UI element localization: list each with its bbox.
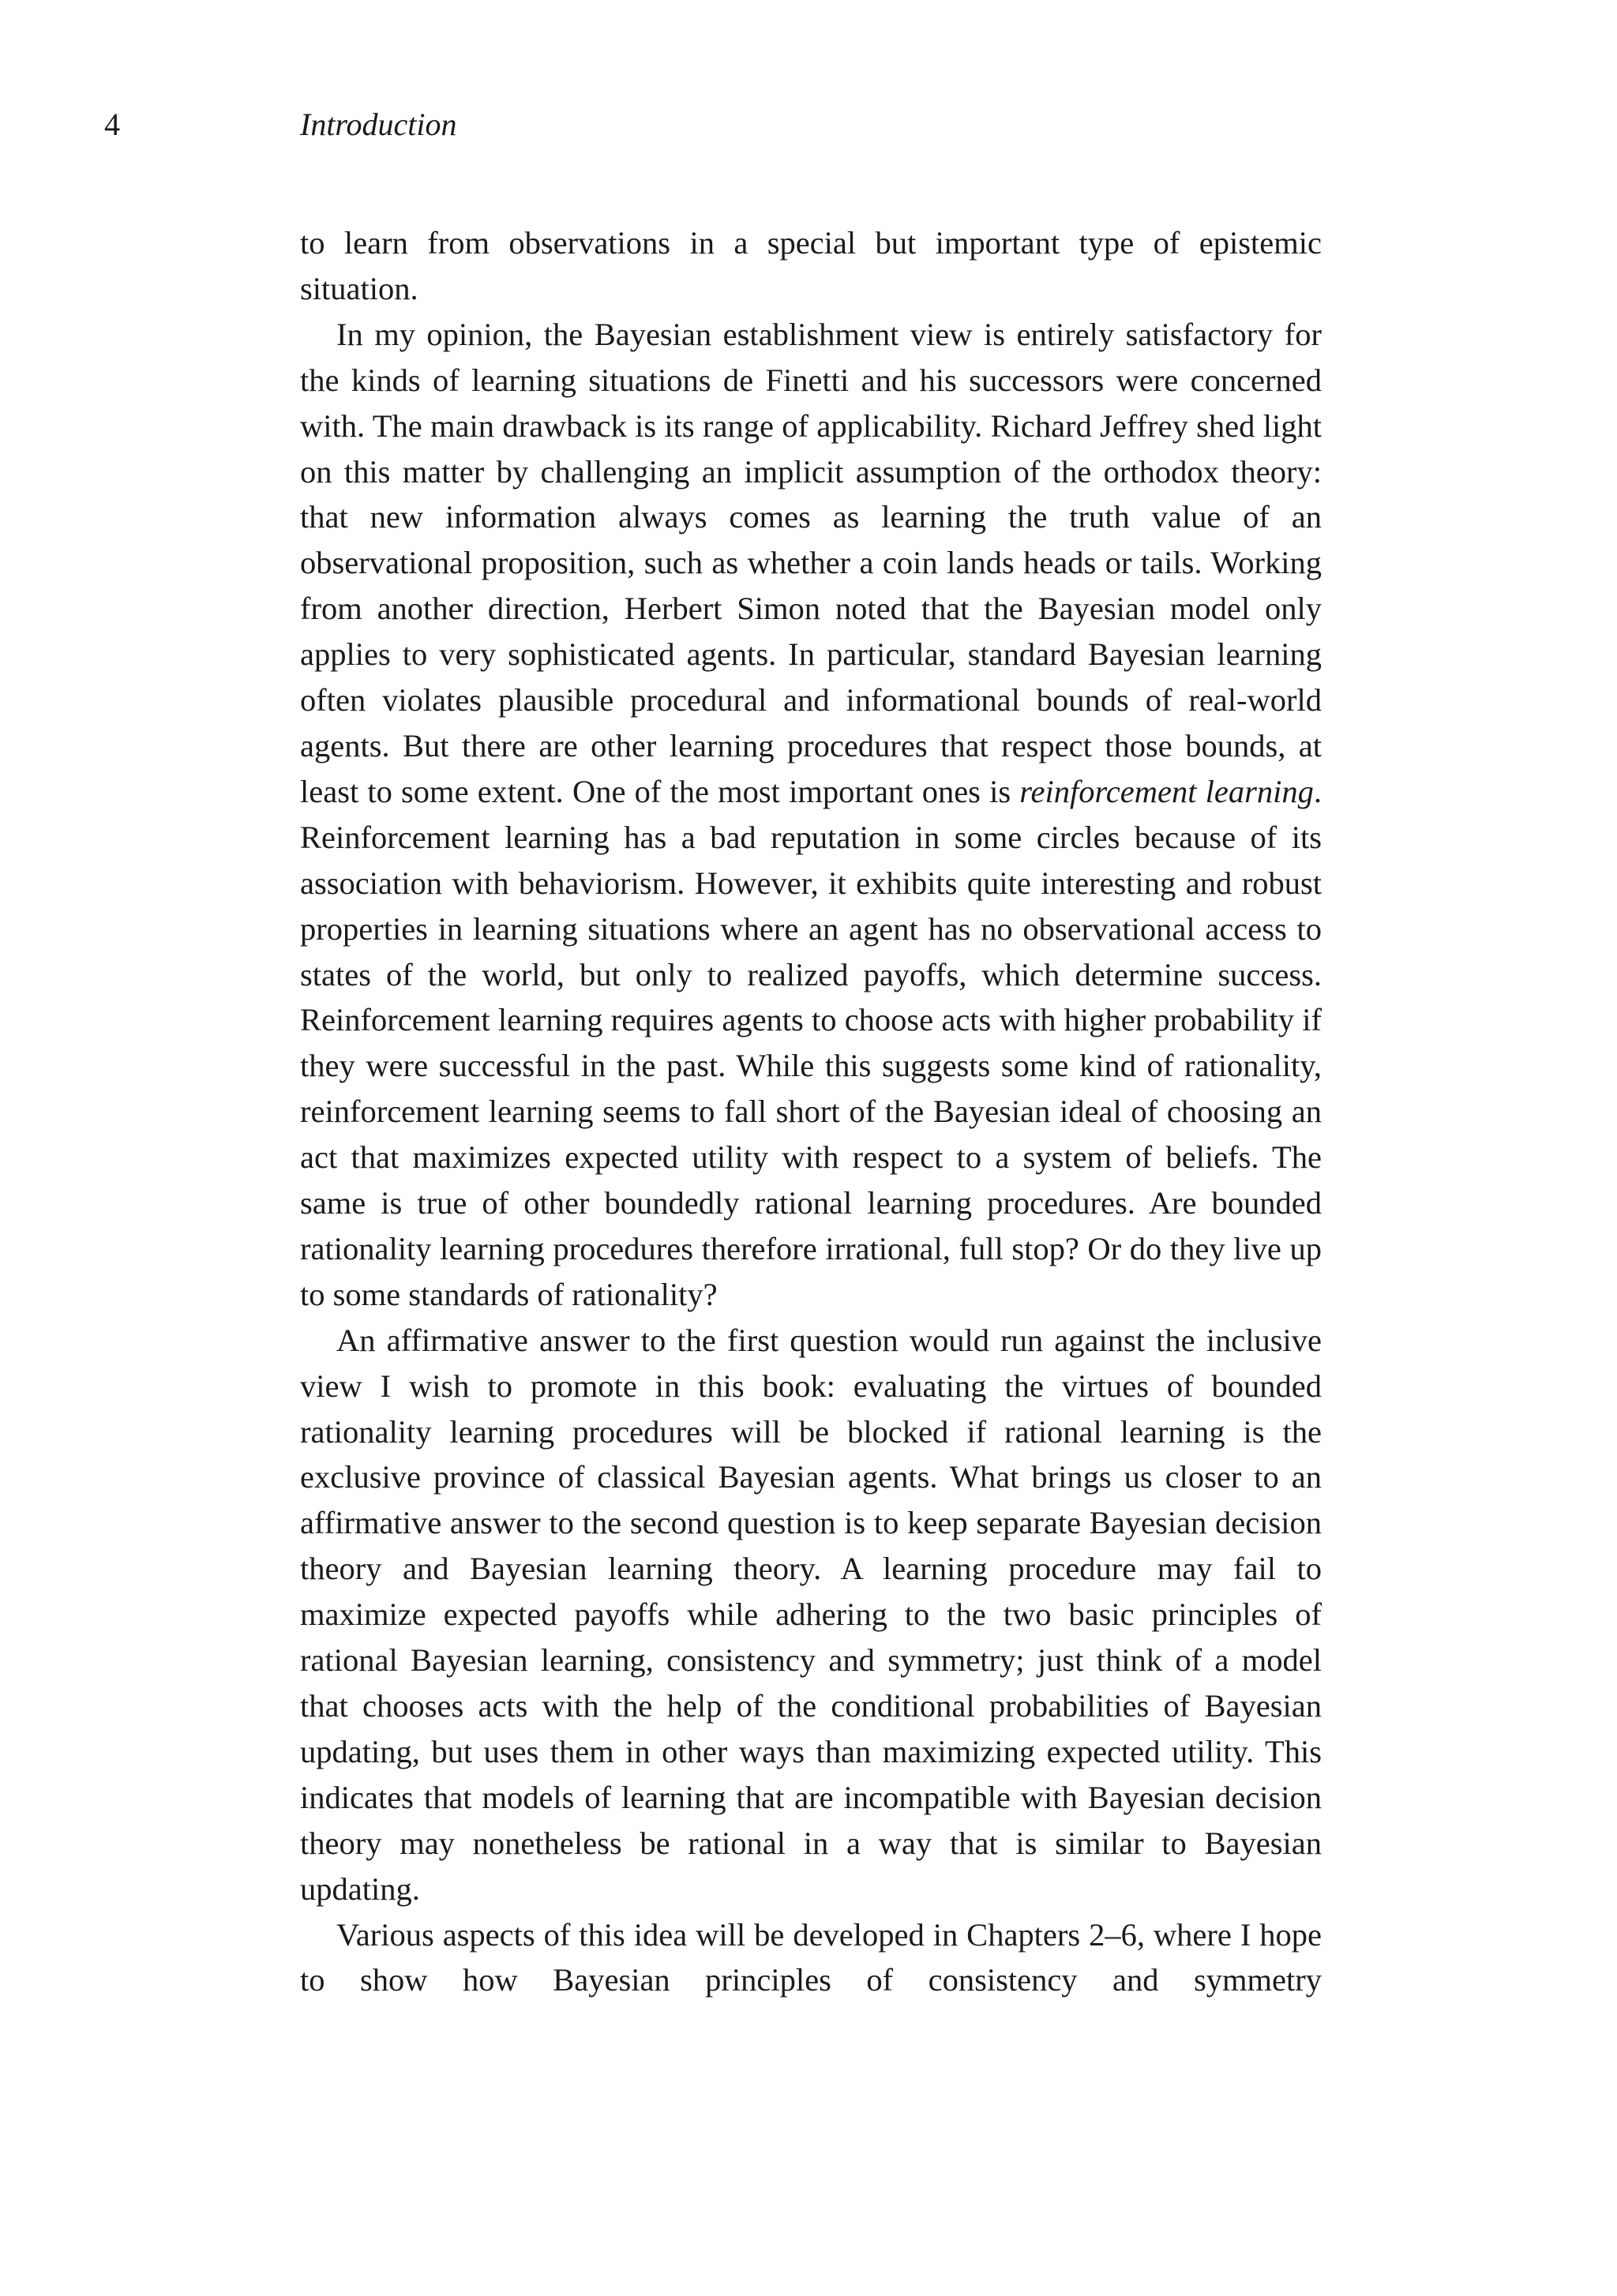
body-text xyxy=(300,220,1322,2003)
emphasized-term: reinforcement learning xyxy=(1019,773,1314,809)
running-head xyxy=(0,101,1617,148)
paragraph-affirmative-answer: An affirmative answer to the first question would run against the inclusive view I wish to promote in this book: evaluating the virtues of bounded rationality learning procedures will be blocked if rational learning is the exclusive province of classical Bayesian agents. What brings us closer to an affirmative answer to the second question is to keep separate Bayesian decision theory and Bayesian learning theory. A learning procedure may fail to maximize expected payoffs while adhering to the two basic principles of rational Bayesian learning, consistency and symmetry; just think of a model that chooses acts with the help of the conditional probabilities of Bayesian updating, but uses them in other ways than maximizing expected utility. This indicates that models of learning that are incompatible with Bayesian decision theory may nonetheless be rational in a way that is similar to Bayesian updating. xyxy=(300,1322,1322,1907)
page-number: 4 xyxy=(104,107,120,142)
paragraph-text-before-emphasis: In my opinion, the Bayesian establishment view is entirely satisfactory for the kinds of learning situations de Finetti and his successors were concerned with. The main drawback is its range of applicability. Richard Jeffrey shed light on this matter by challenging an implicit assumption of the orthodox theory: that new information always comes as learning the truth value of an observational proposition, such as whether a coin lands heads or tails. Working from another direction, Herbert Simon noted that the Bayesian model only applies to very sophisticated agents. In particular, standard Bayesian learning often violates plausible procedural and informational bounds of real-world agents. But there are other learning procedures that respect those bounds, at least to some extent. One of the most important ones is xyxy=(300,316,1322,809)
paragraph-bayesian-establishment xyxy=(300,312,1322,1318)
paragraph-text-after-emphasis: . Reinforcement learning has a bad reputation in some circles because of its association with behaviorism. However, it exhibits quite interesting and robust properties in learning situations where an agent has no observational access to states of the world, but only to realized payoffs, which determine success. Reinforcement learning requires agents to choose acts with higher probability if they were successful in the past. While this suggests some kind of rationality, reinforcement learning seems to fall short of the Bayesian ideal of choosing an act that maximizes expected utility with respect to a system of beliefs. The same is true of other boundedly rational learning procedures. Are bounded rationality learning procedures therefore irrational, full stop? Or do they live up to some standards of rationality? xyxy=(300,773,1322,1312)
paragraph-continued: to learn from observations in a special but important type of epistemic situation. xyxy=(300,225,1322,306)
paragraph-various-aspects: Various aspects of this idea will be developed in Chapters 2–6, where I hope to show how Bayesian principles of consistency and symmetry xyxy=(300,1916,1322,1998)
running-title: Introduction xyxy=(300,107,457,142)
